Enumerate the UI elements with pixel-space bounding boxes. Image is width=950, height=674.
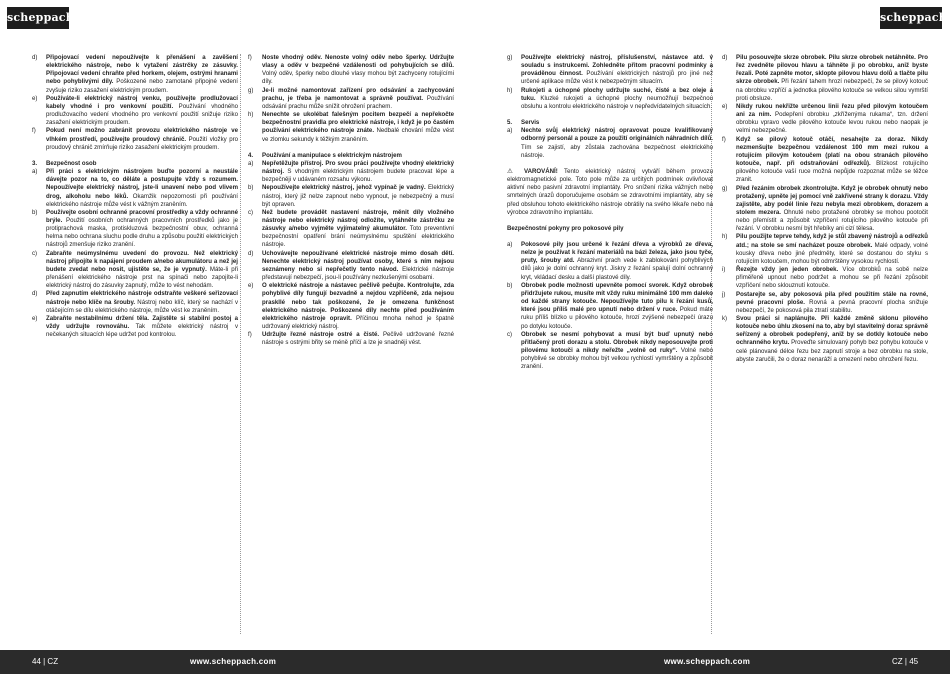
list-item-label: d): [32, 54, 38, 61]
list-item-bold-text: Postarejte se, aby pokosová pila před použitím stále na rovné, pevné pracovní ploše.: [736, 290, 928, 306]
brand-logo-left: scheppach: [7, 7, 69, 29]
list-item-text: [262, 87, 454, 111]
list-item-bold-text: Zabraňte neúmyslnému uvedení do provozu. Než elektrický nástroj připojíte k napájení proudem a/nebo akumulátoru a než jej budete zvedat nebo nosit, ujistěte se, že je vypnutý.: [46, 249, 238, 273]
section-heading: 4. Používání a manipulace s elektrickým nástrojem: [248, 151, 402, 159]
list-item: [248, 282, 454, 331]
list-item-label: g): [722, 184, 728, 192]
list-item-label: f): [248, 54, 252, 61]
list-item: [722, 291, 928, 315]
list-item-label: a): [248, 159, 254, 167]
page-number-right: CZ | 45: [892, 657, 919, 666]
list-item-text: [521, 87, 713, 111]
list-item-normal-text: Volný oděv, šperky nebo dlouhé vlasy mohou být zachyceny rotujícími díly.: [262, 70, 454, 86]
list-item: [32, 290, 238, 314]
list-item-text: [262, 184, 454, 208]
list-item-normal-text: Proveďte simulovaný pohyb bez pohybu kotouče v celé plánované délce řezu bez zapnutí stroje a bez obrobku na stole, abyste zaručili, že o doraz nenaráží a omezení nebo ohrožení řezu.: [736, 339, 928, 363]
list-item-normal-text: Rovná a pevná pracovní plocha snižuje nebezpečí, že pokosová pila ztratí stabilitu.: [736, 298, 928, 314]
warning-text: Tento elektrický nástroj vytváří během provozu elektromagnetické pole. Toto pole může za určitých podmínek ovlivňovat aktivní nebo pasivní zdravotní implantáty. Pro snížení rizika vážných nebo smrtelných úrazů doporučujeme osobám se zdravotními implantáty, aby se před obsluhou tohoto elektrického nástroje obrátily na svého lékaře nebo na výrobce zdravotního implantátu.: [507, 167, 713, 216]
list-item-label: b): [248, 184, 254, 192]
list-item: [32, 209, 238, 250]
list-item-bold-text: Pokud není možno zabránit provozu elektrického nástroje ve vlhkém prostředí, používejte proudový chránič.: [46, 127, 238, 143]
list-item-normal-text: Blízkost rotujícího pilového kotouče vaší ruce možná nepůjde rozpoznat může se těžce zranit.: [736, 160, 928, 184]
list-item: [722, 185, 928, 234]
list-item-bold-text: Noste vhodný oděv. Nenoste volný oděv nebo šperky. Udržujte vlasy a oděv v bezpečné vzdálenosti od pohybujících se dílů.: [262, 54, 454, 70]
list-item-label: a): [507, 240, 513, 248]
list-item-normal-text: Kluzké rukojeti a úchopné plochy neumožňují bezpečnou obsluhu a kontrolu elektrického nástroje v nepředvídatelných situacích.: [521, 94, 713, 110]
list-item: [32, 54, 238, 95]
list-item-label: i): [722, 266, 726, 274]
list-item-text: [262, 209, 454, 250]
list-item-text: [521, 127, 713, 160]
list-item-normal-text: Okamžik nepozornosti při používání elektrického nástroje může vést k vážným zraněním.: [46, 192, 238, 208]
website-link-right[interactable]: www.scheppach.com: [664, 657, 751, 666]
list-item: [722, 54, 928, 103]
list-item: [722, 136, 928, 185]
list-item-label: e): [722, 102, 728, 110]
list-item-text: [736, 266, 928, 290]
list-item-text: [736, 315, 928, 364]
list-item-text: [736, 185, 928, 234]
list-item: [32, 95, 238, 128]
list-item: [507, 87, 713, 111]
list-item: [507, 127, 713, 160]
brand-logo-right: scheppach: [880, 7, 942, 29]
list-item-bold-text: Udržujte řezné nástroje ostré a čisté.: [262, 331, 380, 339]
list-item: [722, 233, 928, 266]
list-item-bold-text: Nepoužívejte elektrický nástroj, jehož vypínač je vadný.: [262, 184, 426, 192]
list-item-text: [521, 282, 713, 331]
list-item-bold-text: Pilu použijte teprve tehdy, když je stůl zbavený nástrojů a odřezků atd.; na stole se smí nacházet pouze obrobek.: [736, 233, 928, 249]
list-item-text: [262, 111, 454, 144]
warning-triangle-icon: ⚠: [507, 167, 518, 175]
list-item: [32, 168, 238, 209]
list-item-bold-text: Nechte svůj elektrický nástroj opravovat pouze kvalifikovaný odborný personál a pouze za použití originálních náhradních dílů.: [521, 127, 713, 143]
list-item-normal-text: Používání odsávání prachu může snížit ohrožení prachem.: [262, 94, 454, 110]
list-item-bold-text: Nenechte se ukolébat falešným pocitem bezpečí a nepřekočte bezpečnostní pravidla pro elektrické nástroje, i když je po častém používání elektrického nástroje znáte.: [262, 111, 454, 135]
list-item: [248, 209, 454, 250]
list-item-normal-text: Nedbalé chování může vést ve zlomku sekundy k těžkým zraněním.: [262, 127, 454, 143]
list-item-text: [46, 95, 238, 128]
list-item-label: e): [32, 314, 38, 322]
list-item: [248, 87, 454, 111]
list-item-bold-text: Pilu posouvejte skrze obrobek. Pilu skrze obrobek netáhněte. Pro řez zvedněte pilovou hlavu a táhněte ji po obrobku, aniž byste řezali. Poté zapněte motor, sklopte pilovou hlavu dolů a tlačte pilu skrze obrobek.: [736, 54, 928, 86]
list-item-bold-text: Než budete provádět nastavení nástroje, měnit díly vložného nástroje nebo elektrický nástroj odložíte, vytáhněte zástrčku ze zásuvky a/nebo vyjměte vyjímatelný akumulátor.: [262, 208, 454, 233]
warning-label: VAROVÁNÍ!: [523, 167, 558, 175]
list-item-normal-text: Elektrický nástroj, který již nelze zapnout nebo vypnout, je nebezpečný a musí být opraven.: [262, 184, 455, 208]
list-item-bold-text: Svou práci si naplánujte. Při každé změně sklonu pilového kotouče nebo úhlu zkosení na to, aby byl stavitelný doraz správně seřízený a obrobek podepřený, aniž by se dotkly kotouče nebo ochranného krytu.: [736, 315, 928, 347]
list-item-text: [736, 291, 928, 315]
list-item: [722, 315, 928, 364]
list-item-label: e): [32, 94, 38, 102]
list-item-label: d): [722, 54, 728, 61]
list-item-bold-text: Obrobek podle možnosti upevněte pomocí svorek. Když obrobek přidržujete rukou, musíte mít vždy ruku minimálně 100 mm daleko od každé strany kotouče. Nepoužívejte tuto pilu k řezání kusů, které jsou příliš malé pro upnutí nebo držení v ruce.: [521, 281, 713, 314]
list-item-label: f): [722, 135, 726, 143]
list-item-text: [262, 160, 454, 184]
list-item: [248, 184, 454, 208]
page-number-left: 44 | CZ: [32, 657, 59, 666]
list-item-normal-text: S vhodným elektrickým nástrojem budete pracovat lépe a bezpečněji v udávaném rozsahu výkonu.: [262, 168, 454, 184]
list-item-label: k): [722, 315, 728, 322]
list-item-normal-text: Pečlivě udržované řezné nástroje s ostrými břity se méně příčí a lze je snadněji vést.: [262, 331, 454, 347]
list-item-label: b): [507, 281, 513, 289]
list-item-label: h): [722, 233, 728, 241]
list-item: [507, 282, 713, 331]
list-item: [248, 250, 454, 283]
list-item-bold-text: Při práci s elektrickým nástrojem buďte pozorní a neustále dávejte pozor na to, co děláte a postupujte vždy s rozumem. Nepoužívejte elektrický nástroj, jste-li unavení nebo pod vlivem drog, alkoholu nebo léků.: [46, 168, 238, 200]
list-item: [32, 127, 238, 151]
list-item-normal-text: Ohnuté nebo protažené obrobky se mohou pootočit nebo přemístit a způsobit vzpříčení rotujícího pilového kotouče při řezání. V obrobku nesmí být hřebíky ani cizí tělesa.: [736, 208, 928, 233]
list-item: [507, 54, 713, 87]
list-item-normal-text: Volné nebo pohyblivé se obrobky mohou být velkou rychlostí vymrštěny a způsobit zranění.: [521, 347, 713, 371]
list-item-normal-text: Použití osobních ochranných pracovních prostředků jako je protiprachová maska, protiskluzová bezpečnostní obuv, ochranná helma nebo ochrana sluchu podle druhu a způsobu použití elektrických nástrojů zmenšuje riziko zranění.: [46, 216, 238, 249]
list-item-normal-text: Při řezání tahem hrozí nebezpečí, že se pilový kotouč na obrobku vzpříčí a jednotka pilového kotouče se velkou silou vymrští proti obsluze.: [736, 78, 928, 102]
list-item-label: c): [32, 249, 38, 257]
list-item-label: g): [248, 86, 254, 94]
list-item-label: j): [722, 290, 726, 298]
section-heading: 5. Servis: [507, 119, 540, 127]
list-item-text: [46, 250, 238, 291]
list-item-text: [262, 250, 454, 283]
list-item-normal-text: Pokud máte ruku příliš blízko u pilového kotouče, hrozí zvýšené nebezpečí úrazu po dotyku kotouče.: [521, 306, 713, 330]
list-item: [248, 160, 454, 184]
list-item-bold-text: Zabraňte nestabilnímu držení těla. Zajistěte si stabilní postoj a vždy udržujte rovnováhu.: [46, 314, 238, 330]
list-item-label: c): [507, 330, 513, 338]
list-item-bold-text: Před zapnutím elektrického nástroje odstraňte veškeré seřizovací nástroje nebo klíče na šrouby.: [46, 290, 238, 306]
list-item: [507, 241, 713, 282]
list-item-normal-text: Poškozené nebo zamotané připojné vedení zvyšuje riziko zasažení elektrickým proudem.: [46, 78, 238, 94]
list-item-text: [521, 54, 713, 87]
list-item-normal-text: Tak můžete elektrický nástroj v nečekaných situacích lépe udržet pod kontrolou.: [46, 323, 238, 339]
list-item-text: [736, 54, 928, 103]
list-item-label: f): [32, 127, 36, 135]
list-item-normal-text: Máte-li při přenášení elektrického nástroje prst na spínači nebo zapojíte-li elektrický nástroj do zásuvky zapnutý, může to vést nehodám.: [46, 265, 238, 290]
list-item-text: [736, 233, 928, 266]
list-item: [722, 266, 928, 290]
list-item-bold-text: Připojovací vedení nepoužívejte k přenášení a zavěšení elektrického nástroje, nebo k vytažení zástrčky ze zásuvky. Připojovací vedení chraňte před horkem, olejem, ostrými hranami nebo pohyblivými díly.: [46, 54, 238, 86]
website-link-left[interactable]: www.scheppach.com: [190, 657, 277, 666]
list-item-text: [46, 209, 238, 250]
list-item-normal-text: Malé odpady, volné kousky dřeva nebo jiné předměty, které se dostanou do styku s rotujícím kotoučem, mohou být odmrštěny vysokou rychlostí.: [736, 241, 928, 265]
warning-paragraph: [507, 168, 713, 217]
list-item-text: [46, 290, 238, 314]
list-item: [507, 331, 713, 372]
list-item-text: [262, 54, 454, 87]
list-item-normal-text: Toto preventivní bezpečnostní opatření brání neúmyslnému spuštění elektrického nástroje.: [262, 225, 454, 249]
list-item-text: [521, 331, 713, 372]
list-item-normal-text: Používání vhodného prodlužovacího vedení vhodného pro venkovní použití snižuje riziko zasažení elektrickým proudem.: [46, 102, 238, 127]
list-item: [722, 103, 928, 136]
list-item-label: c): [248, 208, 254, 216]
list-item-text: [262, 331, 454, 347]
list-item: [248, 111, 454, 144]
list-item-label: a): [507, 127, 513, 135]
list-item-bold-text: Uchovávejte nepoužívané elektrické nástroje mimo dosah dětí. Nenechte elektrický nástroj používat osoby, které s ním nejsou seznámeny nebo si nepřečetly tento návod.: [262, 249, 454, 273]
list-item-label: e): [248, 282, 254, 290]
list-item-text: [736, 103, 928, 136]
page-footer: [0, 650, 950, 674]
list-item-text: [46, 127, 238, 151]
list-item-normal-text: Používání elektrických nástrojů pro jiné než určené aplikace může vést k nebezpečným situacím.: [521, 70, 713, 86]
list-item-normal-text: Abrazivní prach vede k zablokování pohyblivých dílů jako je dolní ochranný kryt. Jiskry z řezání spalují dolní ochranný kryt, vkládací desku a další plastové díly.: [521, 257, 713, 281]
column-2: [248, 54, 454, 347]
column-1: [32, 54, 238, 339]
list-item-text: [262, 282, 454, 331]
list-item-bold-text: Používejte elektrický nástroj, příslušenství, nástavce atd. v souladu s instrukcemi. Zohledněte přitom pracovní podmínky a prováděnou činnost.: [521, 54, 713, 78]
list-item-normal-text: Podepření obrobku „zkříženýma rukama“, tzn. držení obrobku vpravo vedle pilového kotouče levou rukou nebo naopak je velmi nebezpečné.: [736, 111, 928, 135]
list-item: [248, 54, 454, 87]
list-item-bold-text: Pokosové pily jsou určené k řezání dřeva a výrobků ze dřeva, nelze je používat k řezání materiálů na bázi železa, jako jsou tyče, pruty, šrouby atd.: [521, 240, 713, 265]
list-item-bold-text: Obrobek se nesmí pohybovat a musí být buď upnutý nebo přitlačený proti dorazu a stolu. Obrobek nikdy neposouvejte proti pilovému kotouči a nikdy neřežte „volně od ruky“.: [521, 330, 713, 354]
list-item-label: d): [248, 249, 254, 257]
list-item-bold-text: Nepřetěžujte přístroj. Pro svou práci používejte vhodný elektrický nástroj.: [262, 159, 454, 176]
list-item-bold-text: Když se pilový kotouč otáčí, nesahejte za doraz. Nikdy nezmenšujte bezpečnou vzdálenost 100 mm mezi rukou a rotujícím pilovým kotoučem (platí na obou stranách pilového kotouče, např. při odstraňování odřezků).: [736, 135, 928, 168]
list-item-normal-text: Příčinou mnoha nehod je špatně udržovaný elektrický nástroj.: [262, 314, 454, 330]
section-heading: 3. Bezpečnost osob: [32, 159, 97, 167]
list-item-text: [736, 136, 928, 185]
list-item-text: [521, 241, 713, 282]
subsection-heading: Bezpečnostní pokyny pro pokosové pily: [507, 224, 624, 232]
list-item-bold-text: Používáte-li elektrický nástroj venku, používejte prodlužovací kabely vhodné i pro venkovní použití.: [46, 94, 238, 110]
list-item-bold-text: Nikdy rukou nekřižte určenou linii řezu před pilovým kotoučem ani za ním.: [736, 102, 928, 119]
list-item-label: d): [32, 290, 38, 298]
list-item-label: a): [32, 168, 38, 176]
column-4: [722, 54, 928, 364]
list-item-text: [46, 54, 238, 95]
list-item: [248, 331, 454, 347]
list-item-label: h): [248, 111, 254, 119]
list-item-bold-text: Řezejte vždy jen jeden obrobek.: [736, 266, 839, 274]
list-item-label: f): [248, 331, 252, 339]
list-item-label: h): [507, 86, 513, 94]
list-item-bold-text: O elektrické nástroje a nástavec pečlivě pečujte. Kontrolujte, zda pohyblivé díly fungují bezvadně a nejdou vzpříčeně, zda nejsou praskllé nebo tak poškozené, že je omezena funkčnost elektrického nástroje. Poškozené díly nechte před používáním elektrického nástroje opravit.: [262, 282, 454, 322]
column-3: [507, 54, 713, 371]
list-item-label: g): [507, 54, 513, 61]
list-item-normal-text: Tím se zajistí, aby zůstala zachována bezpečnost elektrického nástroje.: [521, 143, 713, 159]
list-item: [32, 315, 238, 339]
list-item-normal-text: Nástroj nebo klíč, který se nachází v otáčejícím se dílu elektrického nástroje, může vést ke zraněním.: [46, 298, 238, 314]
list-item-label: b): [32, 208, 38, 216]
list-item-normal-text: Elektrické nástroje představují nebezpečí, jsou-li používány nezkušenými osobami.: [262, 265, 454, 282]
list-item-normal-text: Použití vložky pro proudový chránič zmírňuje riziko zasažení elektrickým proudem.: [46, 135, 238, 151]
list-item-text: [46, 168, 238, 209]
list-item-bold-text: Je-li možné namontovat zařízení pro odsávání a zachycování prachu, je třeba je namontovat a správně používat.: [262, 86, 454, 102]
list-item-normal-text: Více obrobků na sobě nelze přiměřeně upnout nebo podržet a mohou se při řezání způsobit vzpříčení nebo sklouznutí kotouče.: [736, 266, 928, 290]
list-item-bold-text: Používejte osobní ochranné pracovní prostředky a vždy ochranné brýle.: [46, 208, 238, 224]
list-item-text: [46, 315, 238, 339]
column-divider: [240, 54, 241, 634]
list-item-bold-text: Před řezáním obrobek zkontrolujte. Když je obrobek ohnutý nebo protažený, upněte jej pomocí vně zakřivené strany k dorazu. Vždy zajistěte, aby podél linie řezu nebyla mezi obrobkem, dorazem a stolem mezera.: [736, 184, 928, 216]
list-item-bold-text: Rukojeti a úchopné plochy udržujte suché, čisté a bez oleje a tuku.: [521, 86, 713, 102]
list-item: [32, 250, 238, 291]
